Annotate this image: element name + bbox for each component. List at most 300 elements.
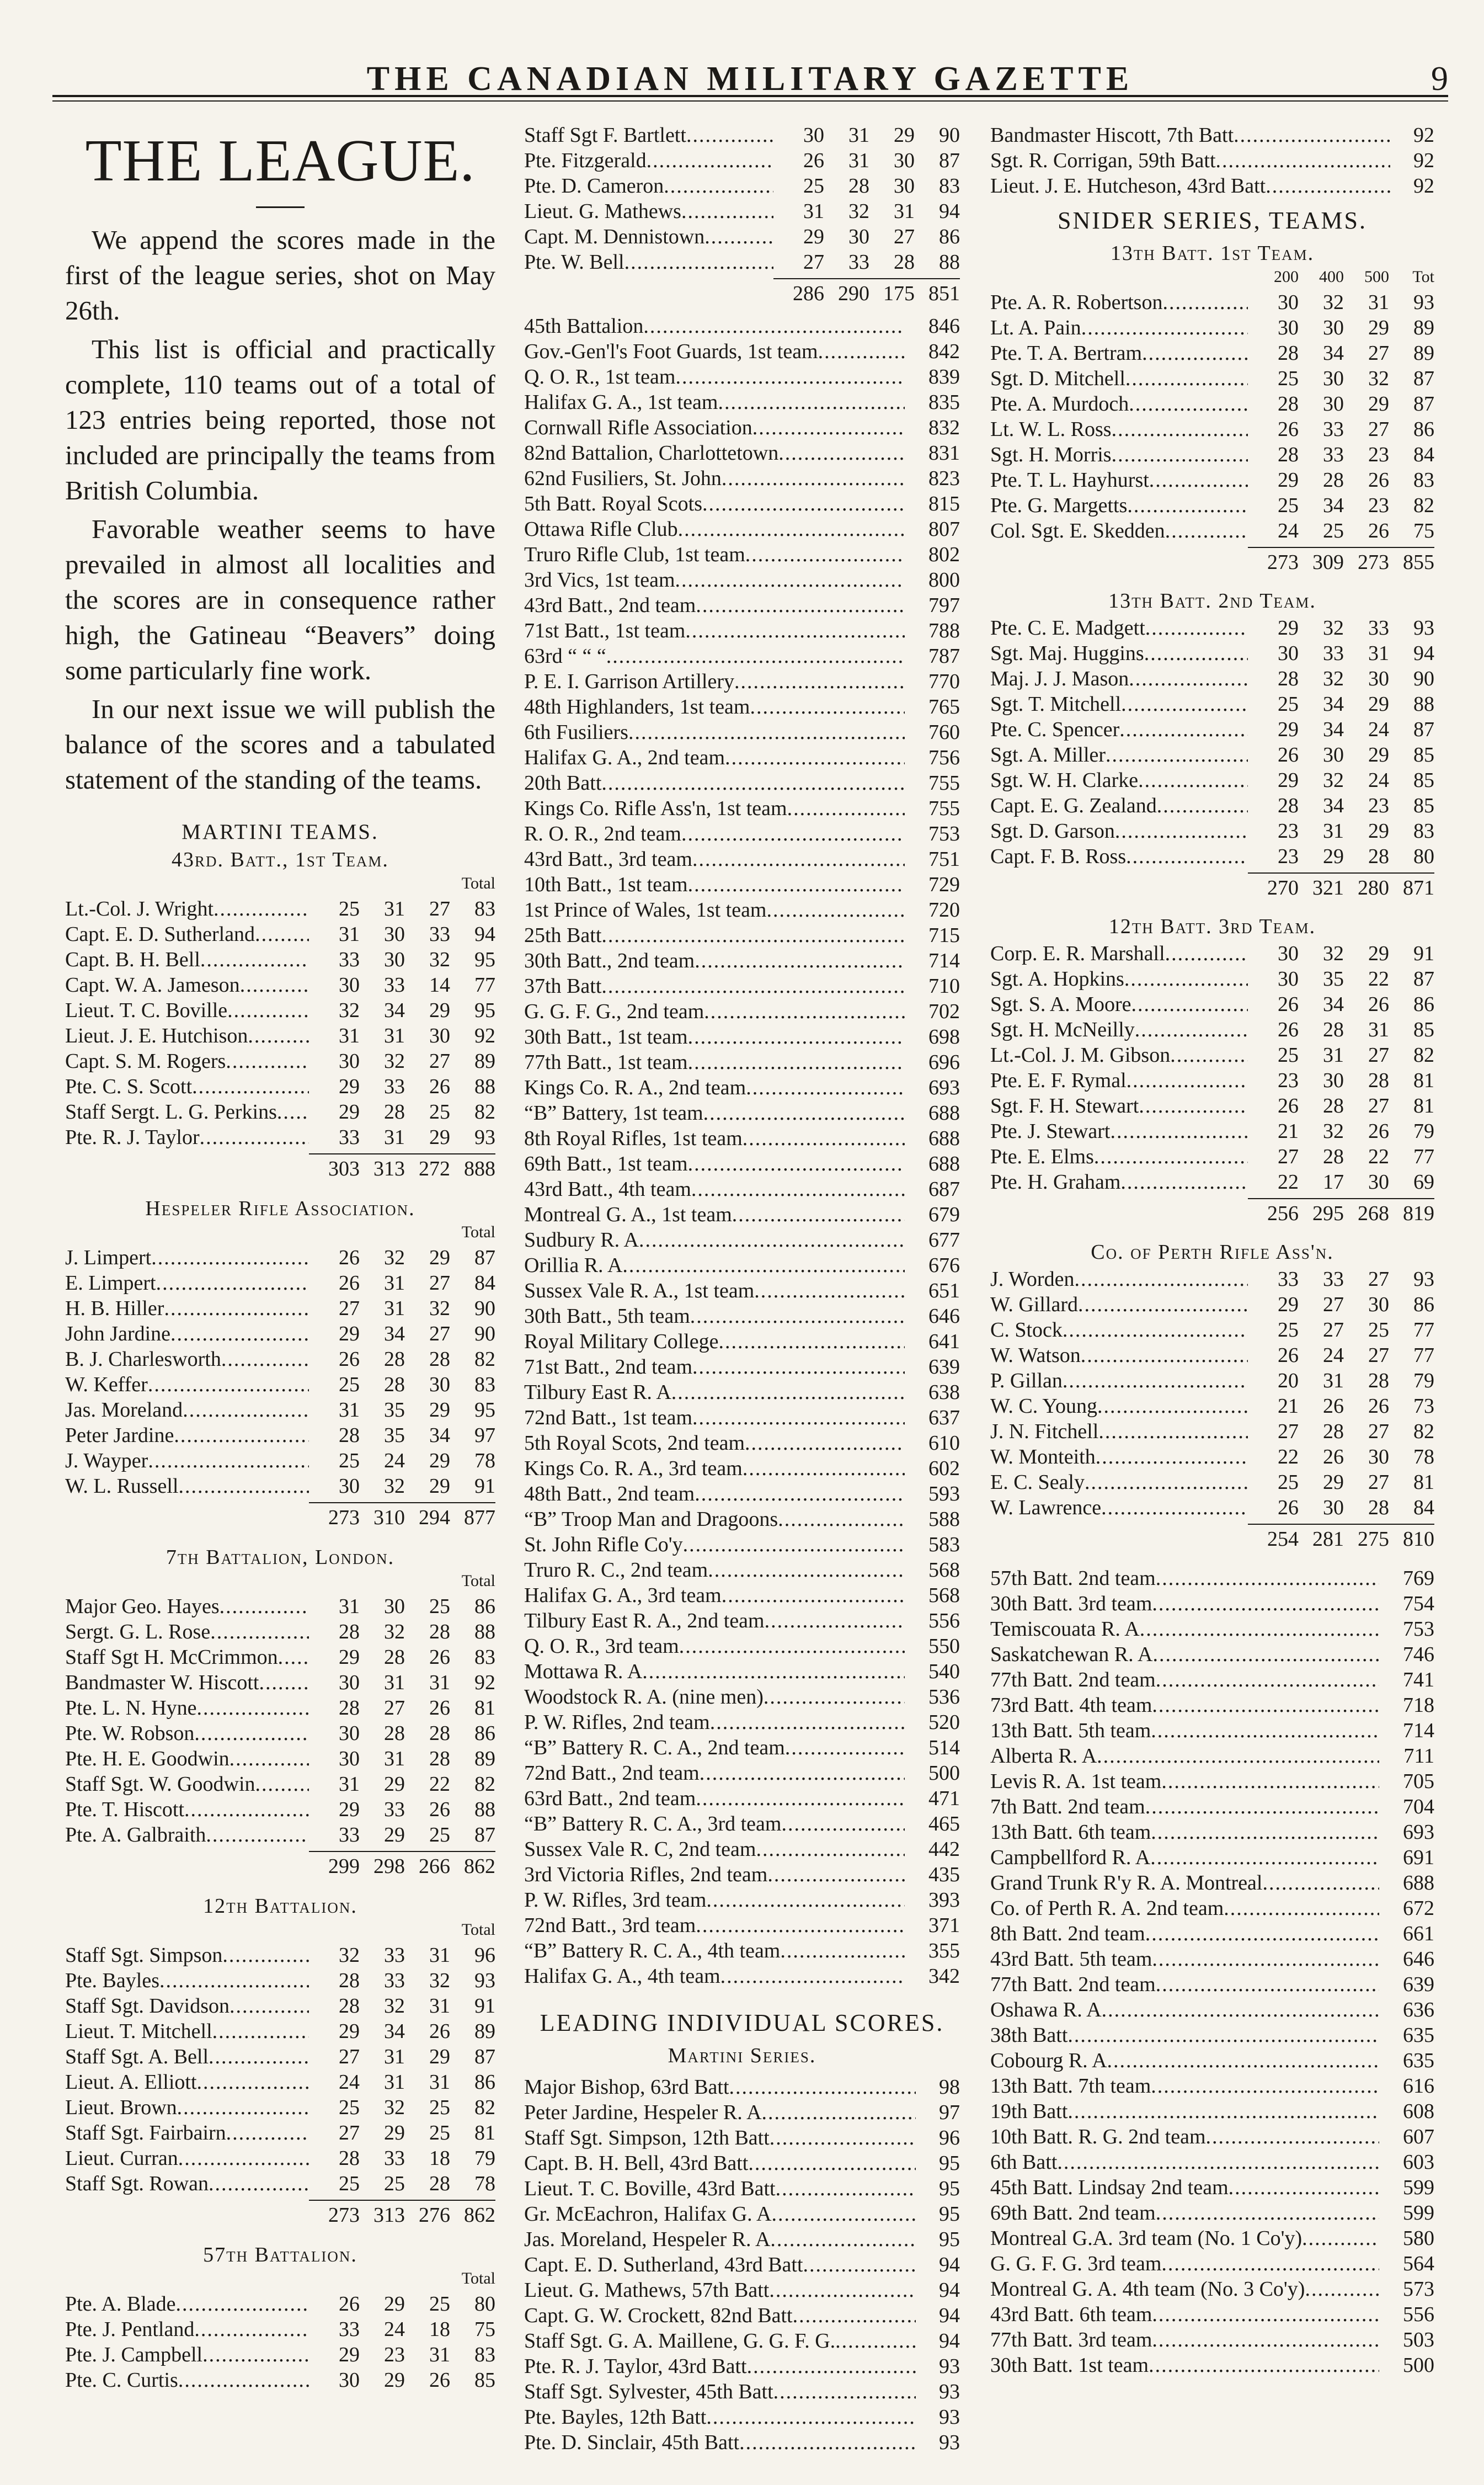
value-cell (1390, 123, 1434, 148)
score-range: 28 (1278, 392, 1299, 416)
score-cells (1248, 1169, 1434, 1195)
score-total: 87 (474, 1246, 495, 1269)
aggregate-score: 688 (928, 1102, 960, 1125)
shooter-name: Pte. R. J. Taylor, 43rd Batt ..... (524, 2354, 916, 2379)
score-range: 29 (339, 1798, 360, 1821)
team-name: Levis R. A. 1st team ..... (990, 1769, 1379, 1794)
score-cells (309, 1822, 495, 1848)
score-range: 34 (1323, 693, 1344, 716)
score-range: 28 (1368, 1496, 1389, 1519)
score-cells (309, 1099, 495, 1125)
score-row (990, 1292, 1434, 1317)
aggregate-score: 465 (928, 1812, 960, 1835)
team-totals (309, 2200, 495, 2229)
team-name: Truro R. C., 2nd team ..... (524, 1557, 905, 1583)
value-cell (1390, 173, 1434, 199)
score-range: 33 (1323, 443, 1344, 466)
team-name: 71st Batt., 1st team ..... (524, 618, 905, 643)
score-range: 26 (1278, 993, 1299, 1016)
total-column-header (65, 1920, 495, 1943)
score-range: 34 (384, 999, 405, 1022)
score-total: 81 (474, 1696, 495, 1720)
score-range: 27 (1368, 1420, 1389, 1443)
score-range: 29 (1278, 1293, 1299, 1316)
score-range: 30 (1278, 291, 1299, 314)
team-total-value: 310 (373, 1506, 405, 1529)
value-cell (905, 948, 960, 973)
score-cells (1248, 1470, 1434, 1495)
value-cell (905, 1278, 960, 1303)
team-name: Saskatchewan R. A ..... (990, 1642, 1379, 1667)
score-total: 78 (474, 1449, 495, 1472)
value-cell (905, 1913, 960, 1938)
aggregate-score: 536 (928, 1685, 960, 1709)
team-name: 30th Batt., 5th team ..... (524, 1303, 905, 1329)
score-row (65, 1023, 495, 1049)
score-row (65, 1619, 495, 1645)
score-range: 29 (339, 1646, 360, 1669)
team-name: 69th Batt., 1st team ..... (524, 1151, 905, 1177)
aggregate-score: 355 (928, 1939, 960, 1962)
team-name: 30th Batt. 3rd team ..... (990, 1591, 1379, 1616)
score-range: 31 (1368, 291, 1389, 314)
aggregate-score: 704 (1403, 1795, 1434, 1818)
team-name: 25th Batt ..... (524, 923, 905, 948)
team-name: “B” Battery R. C. A., 4th team ..... (524, 1938, 905, 1963)
score-range: 25 (339, 2096, 360, 2119)
score-range: 30 (1278, 942, 1299, 965)
individual-score: 97 (939, 2101, 960, 2124)
list-item (524, 1227, 960, 1253)
score-range: 21 (1278, 1395, 1299, 1418)
value-cell (905, 847, 960, 872)
individual-score: 92 (1413, 174, 1434, 198)
team-total-value: 280 (1358, 876, 1389, 900)
score-range: 28 (339, 1969, 360, 1992)
score-row (524, 249, 960, 275)
value-cell (905, 593, 960, 618)
shooter-name: W. C. Young ..... (990, 1393, 1248, 1419)
score-row (65, 1321, 495, 1347)
individual-score: 98 (939, 2076, 960, 2099)
team-total-value: 299 (328, 1855, 360, 1878)
score-range: 33 (848, 251, 869, 274)
team-total-value: 268 (1358, 1202, 1389, 1225)
team-name: 10th Batt., 1st team ..... (524, 872, 905, 897)
shooter-name: Jas. Moreland ..... (65, 1397, 309, 1423)
team-title: 13th Batt. 1st Team. (1110, 242, 1315, 265)
aggregate-score: 599 (1403, 2201, 1434, 2225)
score-range: 30 (339, 973, 360, 997)
score-range: 29 (384, 1773, 405, 1796)
team-name: 5th Batt. Royal Scots ..... (524, 491, 905, 517)
score-cells (309, 2171, 495, 2196)
team-title: Hespeler Rifle Association. (145, 1197, 415, 1220)
score-range: 29 (1323, 845, 1344, 868)
value-cell (905, 313, 960, 339)
value-cell (905, 669, 960, 694)
score-range: 31 (339, 1024, 360, 1047)
score-total: 89 (1413, 342, 1434, 365)
individual-score: 93 (939, 2431, 960, 2454)
list-item (524, 2430, 960, 2455)
score-range: 29 (1368, 316, 1389, 339)
shooter-name: Pte. T. L. Hayhurst ..... (990, 467, 1248, 493)
list-item (990, 1591, 1434, 1616)
score-cells (1248, 518, 1434, 544)
shooter-name: Lt. A. Pain ..... (990, 315, 1248, 340)
header-rule-thin (52, 100, 1448, 102)
shooter-name: W. Lawrence ..... (990, 1495, 1248, 1520)
score-row (990, 1444, 1434, 1470)
score-total: 88 (474, 1620, 495, 1643)
team-totals (1248, 1524, 1434, 1553)
score-range: 29 (1368, 392, 1389, 416)
score-cells (309, 1721, 495, 1746)
list-item (990, 1921, 1434, 1946)
score-range: 31 (848, 124, 869, 147)
score-range: 31 (339, 1595, 360, 1618)
score-range: 35 (384, 1398, 405, 1422)
score-range: 26 (1278, 1094, 1299, 1118)
team-total-value: 810 (1403, 1528, 1434, 1551)
score-row (990, 366, 1434, 391)
aggregate-score: 637 (928, 1406, 960, 1429)
team-total-value: 281 (1312, 1528, 1344, 1551)
shooter-name: Sgt. Maj. Huggins ..... (990, 641, 1248, 666)
team-total-value: 888 (464, 1157, 495, 1180)
shooter-name: E. Limpert ..... (65, 1270, 309, 1296)
list-item (524, 2379, 960, 2404)
value-cell (905, 1405, 960, 1430)
score-row (990, 1368, 1434, 1393)
score-range: 25 (1278, 494, 1299, 517)
score-row (524, 173, 960, 199)
list-item (524, 491, 960, 517)
list-item (524, 1253, 960, 1278)
score-range: 33 (1323, 418, 1344, 441)
score-range: 27 (1368, 1268, 1389, 1291)
aggregate-score: 691 (1403, 1846, 1434, 1869)
aggregate-score: 839 (928, 365, 960, 389)
team-total-value: 273 (1267, 551, 1299, 574)
team-total-value: 256 (1267, 1202, 1299, 1225)
score-range: 30 (803, 124, 824, 147)
score-cells (309, 2069, 495, 2095)
score-range: 25 (339, 897, 360, 920)
aggregate-score: 607 (1403, 2125, 1434, 2148)
column-2 (524, 123, 960, 2455)
score-range: 30 (339, 1671, 360, 1694)
score-range: 29 (1323, 1471, 1344, 1494)
score-range: 30 (1278, 642, 1299, 665)
score-range: 31 (384, 1671, 405, 1694)
aggregate-score: 603 (1403, 2151, 1434, 2174)
shooter-name: Staff Sgt. Fairbairn ..... (65, 2120, 309, 2146)
aggregate-score: 718 (1403, 1694, 1434, 1717)
score-cells (309, 1125, 495, 1150)
list-item (524, 313, 960, 339)
score-total: 79 (474, 2147, 495, 2170)
score-cells (309, 1473, 495, 1499)
list-item (990, 2353, 1434, 2378)
list-item (524, 1735, 960, 1760)
shooter-name: B. J. Charlesworth ..... (65, 1347, 309, 1372)
score-range: 33 (1278, 1268, 1299, 1291)
score-range: 30 (1323, 367, 1344, 390)
score-range: 29 (429, 1398, 450, 1422)
individual-score: 94 (939, 2304, 960, 2327)
team-name: 71st Batt., 2nd team ..... (524, 1354, 905, 1380)
aggregate-score: 573 (1403, 2278, 1434, 2301)
score-total: 81 (1413, 1471, 1434, 1494)
score-row (65, 2120, 495, 2146)
score-row (990, 340, 1434, 366)
team-totals (309, 1502, 495, 1532)
list-item (524, 1862, 960, 1887)
score-range: 31 (384, 1126, 405, 1149)
team-name: 13th Batt. 6th team ..... (990, 1819, 1379, 1845)
score-range: 31 (384, 2045, 405, 2068)
score-row (990, 1169, 1434, 1195)
score-total: 87 (939, 149, 960, 172)
shooter-name: Col. Sgt. E. Skedden ..... (990, 518, 1248, 544)
score-cells (1248, 691, 1434, 717)
team-name: Halifax G. A., 3rd team ..... (524, 1583, 905, 1608)
score-range: 23 (1278, 820, 1299, 843)
list-item (524, 847, 960, 872)
value-cell (905, 1608, 960, 1633)
score-total: 80 (474, 2292, 495, 2316)
list-item (524, 948, 960, 973)
team-total-value: 298 (373, 1855, 405, 1878)
shooter-name: Pte. E. F. Rymal ..... (990, 1068, 1248, 1093)
list-item (990, 148, 1434, 173)
shooter-name: Bandmaster Hiscott, 7th Batt ..... (990, 123, 1390, 148)
team-name: 19th Batt ..... (990, 2099, 1379, 2124)
team-total-value: 273 (1358, 551, 1389, 574)
score-range: 31 (1323, 820, 1344, 843)
team-name: Kings Co. Rifle Ass'n, 1st team ..... (524, 796, 905, 821)
shooter-name: J. Worden ..... (990, 1267, 1248, 1292)
score-range: 25 (1278, 693, 1299, 716)
team-name: 62nd Fusiliers, St. John ..... (524, 466, 905, 491)
leading-scores-list (524, 2074, 960, 2455)
aggregate-score: 471 (928, 1787, 960, 1810)
score-cells (1248, 1042, 1434, 1068)
score-range: 32 (384, 1475, 405, 1498)
score-cells (309, 947, 495, 972)
list-item (990, 2099, 1434, 2124)
score-total: 85 (1413, 794, 1434, 817)
shooter-name: Pte. J. Stewart ..... (990, 1119, 1248, 1144)
snider-team-tables (990, 241, 1434, 1553)
shooter-name: Sgt. W. H. Clarke ..... (990, 768, 1248, 793)
score-range: 30 (384, 1595, 405, 1618)
shooter-name: Peter Jardine ..... (65, 1423, 309, 1448)
score-row (524, 199, 960, 224)
list-item (524, 2100, 960, 2125)
list-item (990, 1616, 1434, 1642)
value-cell (905, 1481, 960, 1507)
score-cells (1248, 1393, 1434, 1419)
team-name: Grand Trunk R'y R. A. Montreal ..... (990, 1870, 1379, 1896)
team-name: Tilbury East R. A ..... (524, 1380, 905, 1405)
score-range: 26 (1278, 418, 1299, 441)
score-cells (309, 2291, 495, 2317)
team-name: Truro Rifle Club, 1st team ..... (524, 542, 905, 567)
team-name: 43rd Batt. 6th team ..... (990, 2302, 1379, 2327)
shooter-name: J. Limpert ..... (65, 1245, 309, 1270)
team-name: 48th Highlanders, 1st team ..... (524, 694, 905, 720)
team-name: Cornwall Rifle Association ..... (524, 415, 905, 440)
team-total-value: 877 (464, 1506, 495, 1529)
team-total-value: 254 (1267, 1528, 1299, 1551)
shooter-name: Staff Sgt. W. Goodwin ..... (65, 1771, 309, 1797)
page-header (52, 28, 1448, 105)
team-title: 43rd. Batt., 1st Team. (172, 848, 389, 871)
score-range: 28 (429, 2172, 450, 2195)
team-title: Co. of Perth Rifle Ass'n. (1091, 1241, 1334, 1264)
team-name: 30th Batt. 1st team ..... (990, 2353, 1379, 2378)
score-total: 86 (474, 2071, 495, 2094)
score-range: 24 (1323, 1344, 1344, 1367)
team-name: Mottawa R. A ..... (524, 1659, 905, 1684)
header-rule (52, 95, 1448, 97)
score-row (65, 896, 495, 922)
score-range: 30 (1368, 1293, 1389, 1316)
value-cell (905, 415, 960, 440)
aggregate-score: 661 (1403, 1922, 1434, 1945)
score-row (990, 1470, 1434, 1495)
value-cell (905, 1760, 960, 1786)
team-table (65, 848, 495, 1183)
aggregate-score: 710 (928, 975, 960, 998)
aggregate-score: 807 (928, 518, 960, 541)
score-range: 33 (339, 948, 360, 971)
team-name: 72nd Batt., 2nd team ..... (524, 1760, 905, 1786)
team-name: 37th Batt ..... (524, 973, 905, 999)
column-3 (990, 123, 1434, 2378)
value-cell (905, 1887, 960, 1913)
score-cells (309, 922, 495, 947)
list-item (990, 1693, 1434, 1718)
team-name: “B” Troop Man and Dragoons ..... (524, 1507, 905, 1532)
team-name: Q. O. R., 1st team ..... (524, 364, 905, 390)
value-cell (905, 897, 960, 923)
score-cells (1248, 1093, 1434, 1119)
score-range: 25 (1278, 1318, 1299, 1342)
score-cells (309, 1797, 495, 1822)
score-total: 86 (939, 225, 960, 248)
value-cell (1379, 1819, 1434, 1845)
value-cell (905, 1963, 960, 1989)
individual-score: 94 (939, 2279, 960, 2302)
score-row (65, 972, 495, 998)
team-name: “B” Battery, 1st team ..... (524, 1100, 905, 1126)
shooter-name: Staff Sgt. Rowan ..... (65, 2171, 309, 2196)
team-total-value: 270 (1267, 876, 1299, 900)
value-cell (1379, 1616, 1434, 1642)
score-row (990, 1393, 1434, 1419)
score-row (65, 2095, 495, 2120)
score-total: 82 (1413, 1420, 1434, 1443)
score-range: 31 (339, 923, 360, 946)
list-item (524, 415, 960, 440)
list-item (524, 923, 960, 948)
score-range: 24 (384, 1449, 405, 1472)
score-range: 33 (384, 1944, 405, 1967)
shooter-name: Lt. W. L. Ross ..... (990, 417, 1248, 442)
score-cells (1248, 467, 1434, 493)
aggregate-score: 616 (1403, 2074, 1434, 2098)
value-cell (1379, 2124, 1434, 2149)
score-row (65, 1771, 495, 1797)
score-range: 26 (429, 1798, 450, 1821)
aggregate-score: 435 (928, 1863, 960, 1886)
aggregate-score: 599 (1403, 2176, 1434, 2199)
score-cells (309, 1645, 495, 1670)
score-range: 29 (339, 1075, 360, 1098)
value-cell (905, 1126, 960, 1151)
team-total-value: 273 (328, 1506, 360, 1529)
team-total-value: 309 (1312, 551, 1344, 574)
score-cells (1248, 1068, 1434, 1093)
list-item (990, 2200, 1434, 2226)
team-total-value: 295 (1312, 1202, 1344, 1225)
value-cell (1379, 2226, 1434, 2251)
score-total: 93 (474, 1969, 495, 1992)
aggregate-score: 641 (928, 1330, 960, 1353)
value-cell (905, 1303, 960, 1329)
score-range: 32 (1323, 769, 1344, 792)
score-row (524, 123, 960, 148)
masthead-title: THE CANADIAN MILITARY GAZETTE (366, 60, 1134, 98)
team-name: 63rd Batt., 2nd team ..... (524, 1786, 905, 1811)
score-cells (1248, 1368, 1434, 1393)
list-item (524, 999, 960, 1024)
score-cells (309, 2367, 495, 2393)
value-cell (905, 821, 960, 847)
aggregate-score: 564 (1403, 2252, 1434, 2275)
score-total: 78 (474, 2172, 495, 2195)
score-range: 27 (803, 251, 824, 274)
team-name: 5th Royal Scots, 2nd team ..... (524, 1430, 905, 1456)
score-range: 28 (1323, 1018, 1344, 1041)
shooter-name: Staff Sgt. Sylvester, 45th Batt ..... (524, 2379, 916, 2404)
value-cell (905, 1456, 960, 1481)
value-cell (905, 1735, 960, 1760)
score-total: 95 (474, 948, 495, 971)
score-total: 96 (474, 1944, 495, 1967)
total-column-header (65, 2269, 495, 2291)
score-range: 28 (1368, 845, 1389, 868)
score-range: 35 (384, 1424, 405, 1447)
score-row (990, 966, 1434, 992)
score-cells (1248, 442, 1434, 467)
score-row (65, 1347, 495, 1372)
aggregate-score: 677 (928, 1228, 960, 1252)
value-cell (905, 1253, 960, 1278)
score-range: 25 (803, 174, 824, 198)
team-total-value: 862 (464, 2204, 495, 2227)
score-cells (773, 123, 960, 148)
score-row (990, 467, 1434, 493)
score-range: 31 (1323, 1369, 1344, 1392)
score-range: 32 (1323, 616, 1344, 640)
team-name: 43rd Batt., 2nd team ..... (524, 593, 905, 618)
score-range: 33 (384, 2147, 405, 2170)
